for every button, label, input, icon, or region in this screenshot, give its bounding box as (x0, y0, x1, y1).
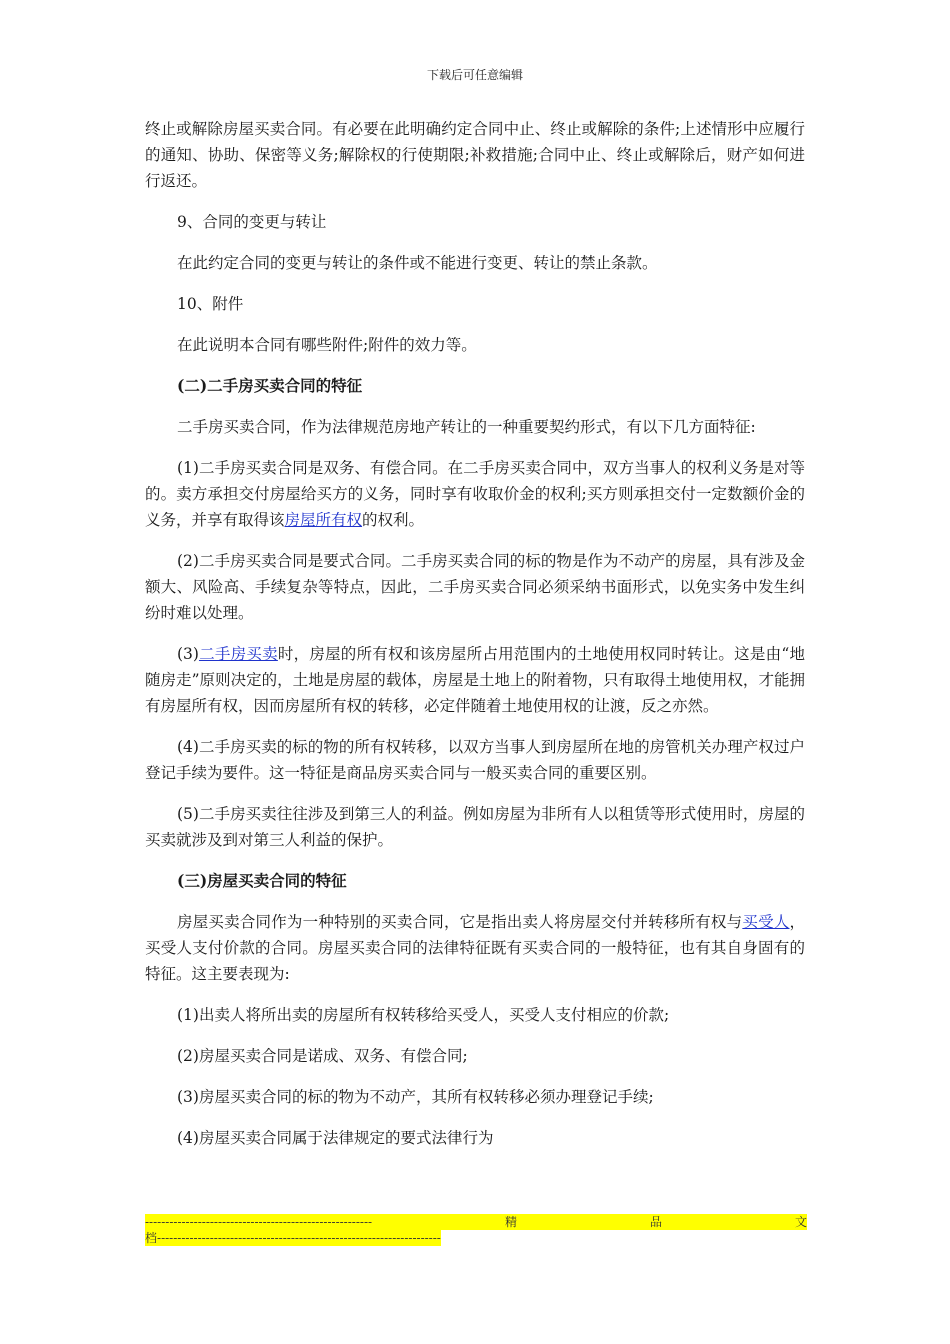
footer-dashes-left: -------------------------------------------------------- (145, 1215, 373, 1229)
paragraph-house-feature-2: (2)房屋买卖合同是诺成、双务、有偿合同; (177, 1047, 468, 1065)
heading-house-contract-features: (三)房屋买卖合同的特征 (177, 871, 347, 890)
feature-3-text-b: 时，房屋的所有权和该房屋所占用范围内的土地使用权同时转让。这是由“地随房走”原则决定的，土地是房屋的载体，房屋是土地上的附着物，只有取得土地使用权，才能拥有房屋所有权，因而房屋所有权的转移，必定伴随着土地使用权的让渡，反之亦然。 (145, 645, 805, 715)
footer-line-1 (145, 1214, 807, 1230)
heading-secondhand-features: (二)二手房买卖合同的特征 (177, 376, 363, 395)
feature-3-text-a: (3) (177, 645, 199, 663)
footer-line-2 (145, 1230, 441, 1246)
paragraph-house-feature-3: (3)房屋买卖合同的标的物为不动产，其所有权转移必须办理登记手续; (177, 1088, 654, 1106)
paragraph-feature-1 (145, 455, 805, 533)
footer-char-wen: 文 (794, 1215, 807, 1229)
paragraph-house-contract-intro (145, 909, 805, 987)
link-house-ownership[interactable]: 房屋所有权 (284, 511, 363, 529)
paragraph-feature-5: (5)二手房买卖往往涉及到第三人的利益。例如房屋为非所有人以租赁等形式使用时，房屋的买卖就涉及到对第三人利益的保护。 (145, 805, 805, 849)
section-9-heading: 9、合同的变更与转让 (177, 213, 327, 231)
header-note: 下载后可任意编辑 (426, 68, 523, 82)
section-10-heading: 10、附件 (177, 295, 244, 313)
paragraph-house-feature-1: (1)出卖人将所出卖的房屋所有权转移给买受人，买受人支付相应的价款; (177, 1006, 670, 1024)
paragraph-house-feature-4: (4)房屋买卖合同属于法律规定的要式法律行为 (177, 1129, 494, 1147)
footer-watermark (145, 1214, 807, 1246)
footer-char-pin: 品 (649, 1215, 662, 1229)
paragraph-change-transfer: 在此约定合同的变更与转让的条件或不能进行变更、转让的禁止条款。 (177, 254, 658, 272)
footer-char-dang: 档 (145, 1231, 158, 1245)
footer-char-jing: 精 (505, 1215, 518, 1229)
feature-1-text-b: 的权利。 (362, 511, 425, 529)
document-body (145, 116, 805, 1166)
paragraph-feature-4: (4)二手房买卖的标的物的所有权转移，以双方当事人到房屋所在地的房管机关办理产权过户登记手续为要件。这一特征是商品房买卖合同与一般买卖合同的重要区别。 (145, 738, 805, 782)
paragraph-termination: 终止或解除房屋买卖合同。有必要在此明确约定合同中止、终止或解除的条件;上述情形中应履行的通知、协助、保密等义务;解除权的行使期限;补救措施;合同中止、终止或解除后，财产如何进行返还。 (145, 120, 805, 190)
feature-1-text-a: (1)二手房买卖合同是双务、有偿合同。在二手房买卖合同中，双方当事人的权利义务是对等的。卖方承担交付房屋给买方的义务，同时享有收取价金的权利;买方则承担交付一定数额价金的义务，并享有取得该 (145, 459, 805, 529)
paragraph-feature-3 (145, 641, 805, 719)
footer-dashes-right: ---------------------------------------------------------------------- (157, 1231, 441, 1245)
paragraph-feature-2: (2)二手房买卖合同是要式合同。二手房买卖合同的标的物是作为不动产的房屋，具有涉及金额大、风险高、手续复杂等特点，因此，二手房买卖合同必须采纳书面形式，以免实务中发生纠纷时难以处理。 (145, 552, 805, 622)
paragraph-attachments: 在此说明本合同有哪些附件;附件的效力等。 (177, 336, 477, 354)
link-buyer[interactable]: 买受人 (742, 913, 790, 931)
paragraph-secondhand-intro: 二手房买卖合同，作为法律规范房地产转让的一种重要契约形式，有以下几方面特征: (177, 418, 756, 436)
house-intro-text-a: 房屋买卖合同作为一种特别的买卖合同，它是指出卖人将房屋交付并转移所有权与 (177, 913, 743, 931)
link-secondhand-trade[interactable]: 二手房买卖 (198, 645, 278, 663)
house-intro-text-b: ，买受人支付价款的合同。房屋买卖合同的法律特征既有买卖合同的一般特征，也有其自身固有的特征。这主要表现为: (145, 913, 805, 983)
